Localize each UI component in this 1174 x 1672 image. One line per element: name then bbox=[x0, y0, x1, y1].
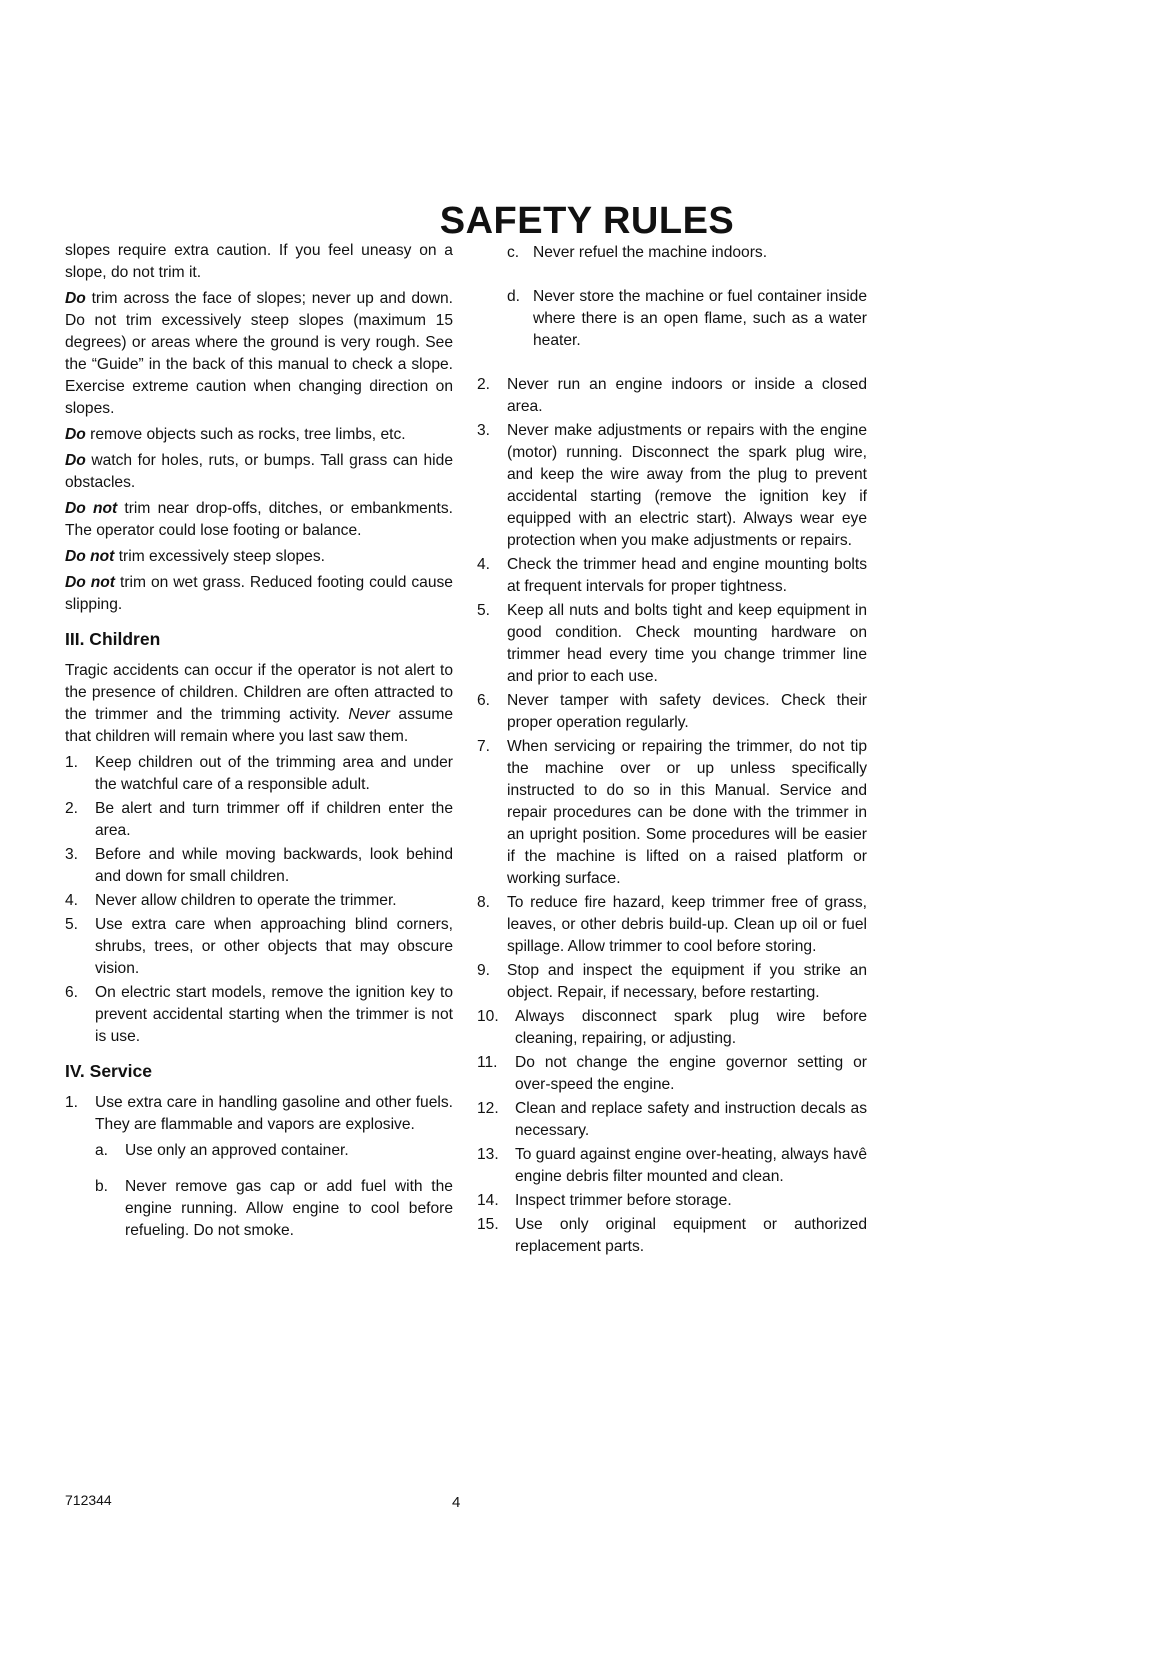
children-heading: III. Children bbox=[65, 629, 161, 649]
children-list-item: 5. Use extra care when approaching blind corners, shrubs, trees, or other objects that may obscure vision. bbox=[65, 916, 453, 977]
service-sub-item: a. Use only an approved container. bbox=[95, 1142, 349, 1159]
service-list-item: 4. Check the trimmer head and engine mounting bolts at frequent intervals for proper tightness. bbox=[477, 556, 867, 595]
slope-rule: Do watch for holes, ruts, or bumps. Tall grass can hide obstacles. bbox=[65, 452, 453, 491]
page-title: SAFETY RULES bbox=[439, 200, 735, 242]
children-list-item: 2. Be alert and turn trimmer off if children enter the area. bbox=[65, 800, 453, 839]
service-list-item: 11. Do not change the engine governor setting or over-speed the engine. bbox=[477, 1054, 867, 1093]
document-number: 712344 bbox=[65, 1492, 112, 1508]
service-list-item: 10. Always disconnect spark plug wire before cleaning, repairing, or adjusting. bbox=[477, 1008, 867, 1047]
right-column bbox=[477, 242, 867, 1260]
slopes-intro: slopes require extra caution. If you feel uneasy on a slope, do not trim it. bbox=[65, 242, 453, 281]
service-list-item: 6. Never tamper with safety devices. Check their proper operation regularly. bbox=[477, 692, 867, 731]
service-sub-item: b. Never remove gas cap or add fuel with the engine running. Allow engine to cool before refueling. Do not smoke. bbox=[95, 1178, 453, 1239]
service-list-item: 1. Use extra care in handling gasoline and other fuels. They are flammable and vapors are explosive. bbox=[65, 1094, 453, 1133]
left-column bbox=[65, 240, 453, 1256]
slope-rule: Do not trim near drop-offs, ditches, or embankments. The operator could lose footing or balance. bbox=[65, 500, 453, 539]
children-intro: Tragic accidents can occur if the operator is not alert to the presence of children. Children are often attracted to the trimmer and the trimming activity. Never assume that children will remain where you last saw them. bbox=[65, 662, 454, 745]
service-heading: IV. Service bbox=[65, 1061, 152, 1081]
service-list-item: 8. To reduce fire hazard, keep trimmer free of grass, leaves, or other debris build-up. Clean up oil or fuel spillage. Allow trimmer to cool before storing. bbox=[477, 894, 867, 955]
service-list-item: 14. Inspect trimmer before storage. bbox=[477, 1192, 732, 1209]
slope-rule: Do trim across the face of slopes; never up and down. Do not trim excessively steep slopes (maximum 15 degrees) or areas where the ground is very rough. See the “Guide” in the back of this manual to check a slope. Exercise extreme caution when changing direction on slopes. bbox=[65, 290, 453, 417]
service-sub-item: d. Never store the machine or fuel container inside where there is an open flame, such as a water heater. bbox=[507, 288, 867, 349]
service-list-item: 15. Use only original equipment or authorized replacement parts. bbox=[477, 1216, 867, 1255]
page-number: 4 bbox=[452, 1494, 461, 1511]
slope-rule: Do not trim excessively steep slopes. bbox=[65, 548, 325, 565]
service-list-item: 2. Never run an engine indoors or inside a closed area. bbox=[477, 376, 867, 415]
service-list-item: 7. When servicing or repairing the trimmer, do not tip the machine over or up unless specifically instructed to do so in this Manual. Service and repair procedures can be done with the trimmer in an upright position. Some procedures will be easier if the machine is lifted on a raised platform or working surface. bbox=[477, 738, 867, 887]
children-list-item: 3. Before and while moving backwards, look behind and down for small children. bbox=[65, 846, 453, 885]
service-list-item: 12. Clean and replace safety and instruction decals as necessary. bbox=[477, 1100, 867, 1139]
service-list-item: 5. Keep all nuts and bolts tight and keep equipment in good condition. Check mounting hardware on trimmer head every time you change trimmer line and prior to each use. bbox=[477, 602, 867, 685]
service-list-item: 3. Never make adjustments or repairs with the engine (motor) running. Disconnect the spark plug wire, and keep the wire away from the plug to prevent accidental starting (remove the ignition key if equipped with an electric start). Always wear eye protection when you make adjustments or repairs. bbox=[477, 422, 867, 549]
service-list-item: 9. Stop and inspect the equipment if you strike an object. Repair, if necessary, before restarting. bbox=[477, 962, 867, 1001]
service-sub-item: c. Never refuel the machine indoors. bbox=[507, 244, 768, 261]
children-list-item: 6. On electric start models, remove the ignition key to prevent accidental starting when the trimmer is not is use. bbox=[65, 984, 453, 1045]
slope-rule: Do not trim on wet grass. Reduced footing could cause slipping. bbox=[65, 574, 453, 613]
service-list-item: 13. To guard against engine over-heating, always havê engine debris filter mounted and clean. bbox=[477, 1146, 867, 1185]
children-list-item: 1. Keep children out of the trimming area and under the watchful care of a responsible adult. bbox=[65, 754, 453, 793]
children-list-item: 4. Never allow children to operate the trimmer. bbox=[65, 892, 397, 909]
slope-rule: Do remove objects such as rocks, tree limbs, etc. bbox=[65, 426, 406, 443]
